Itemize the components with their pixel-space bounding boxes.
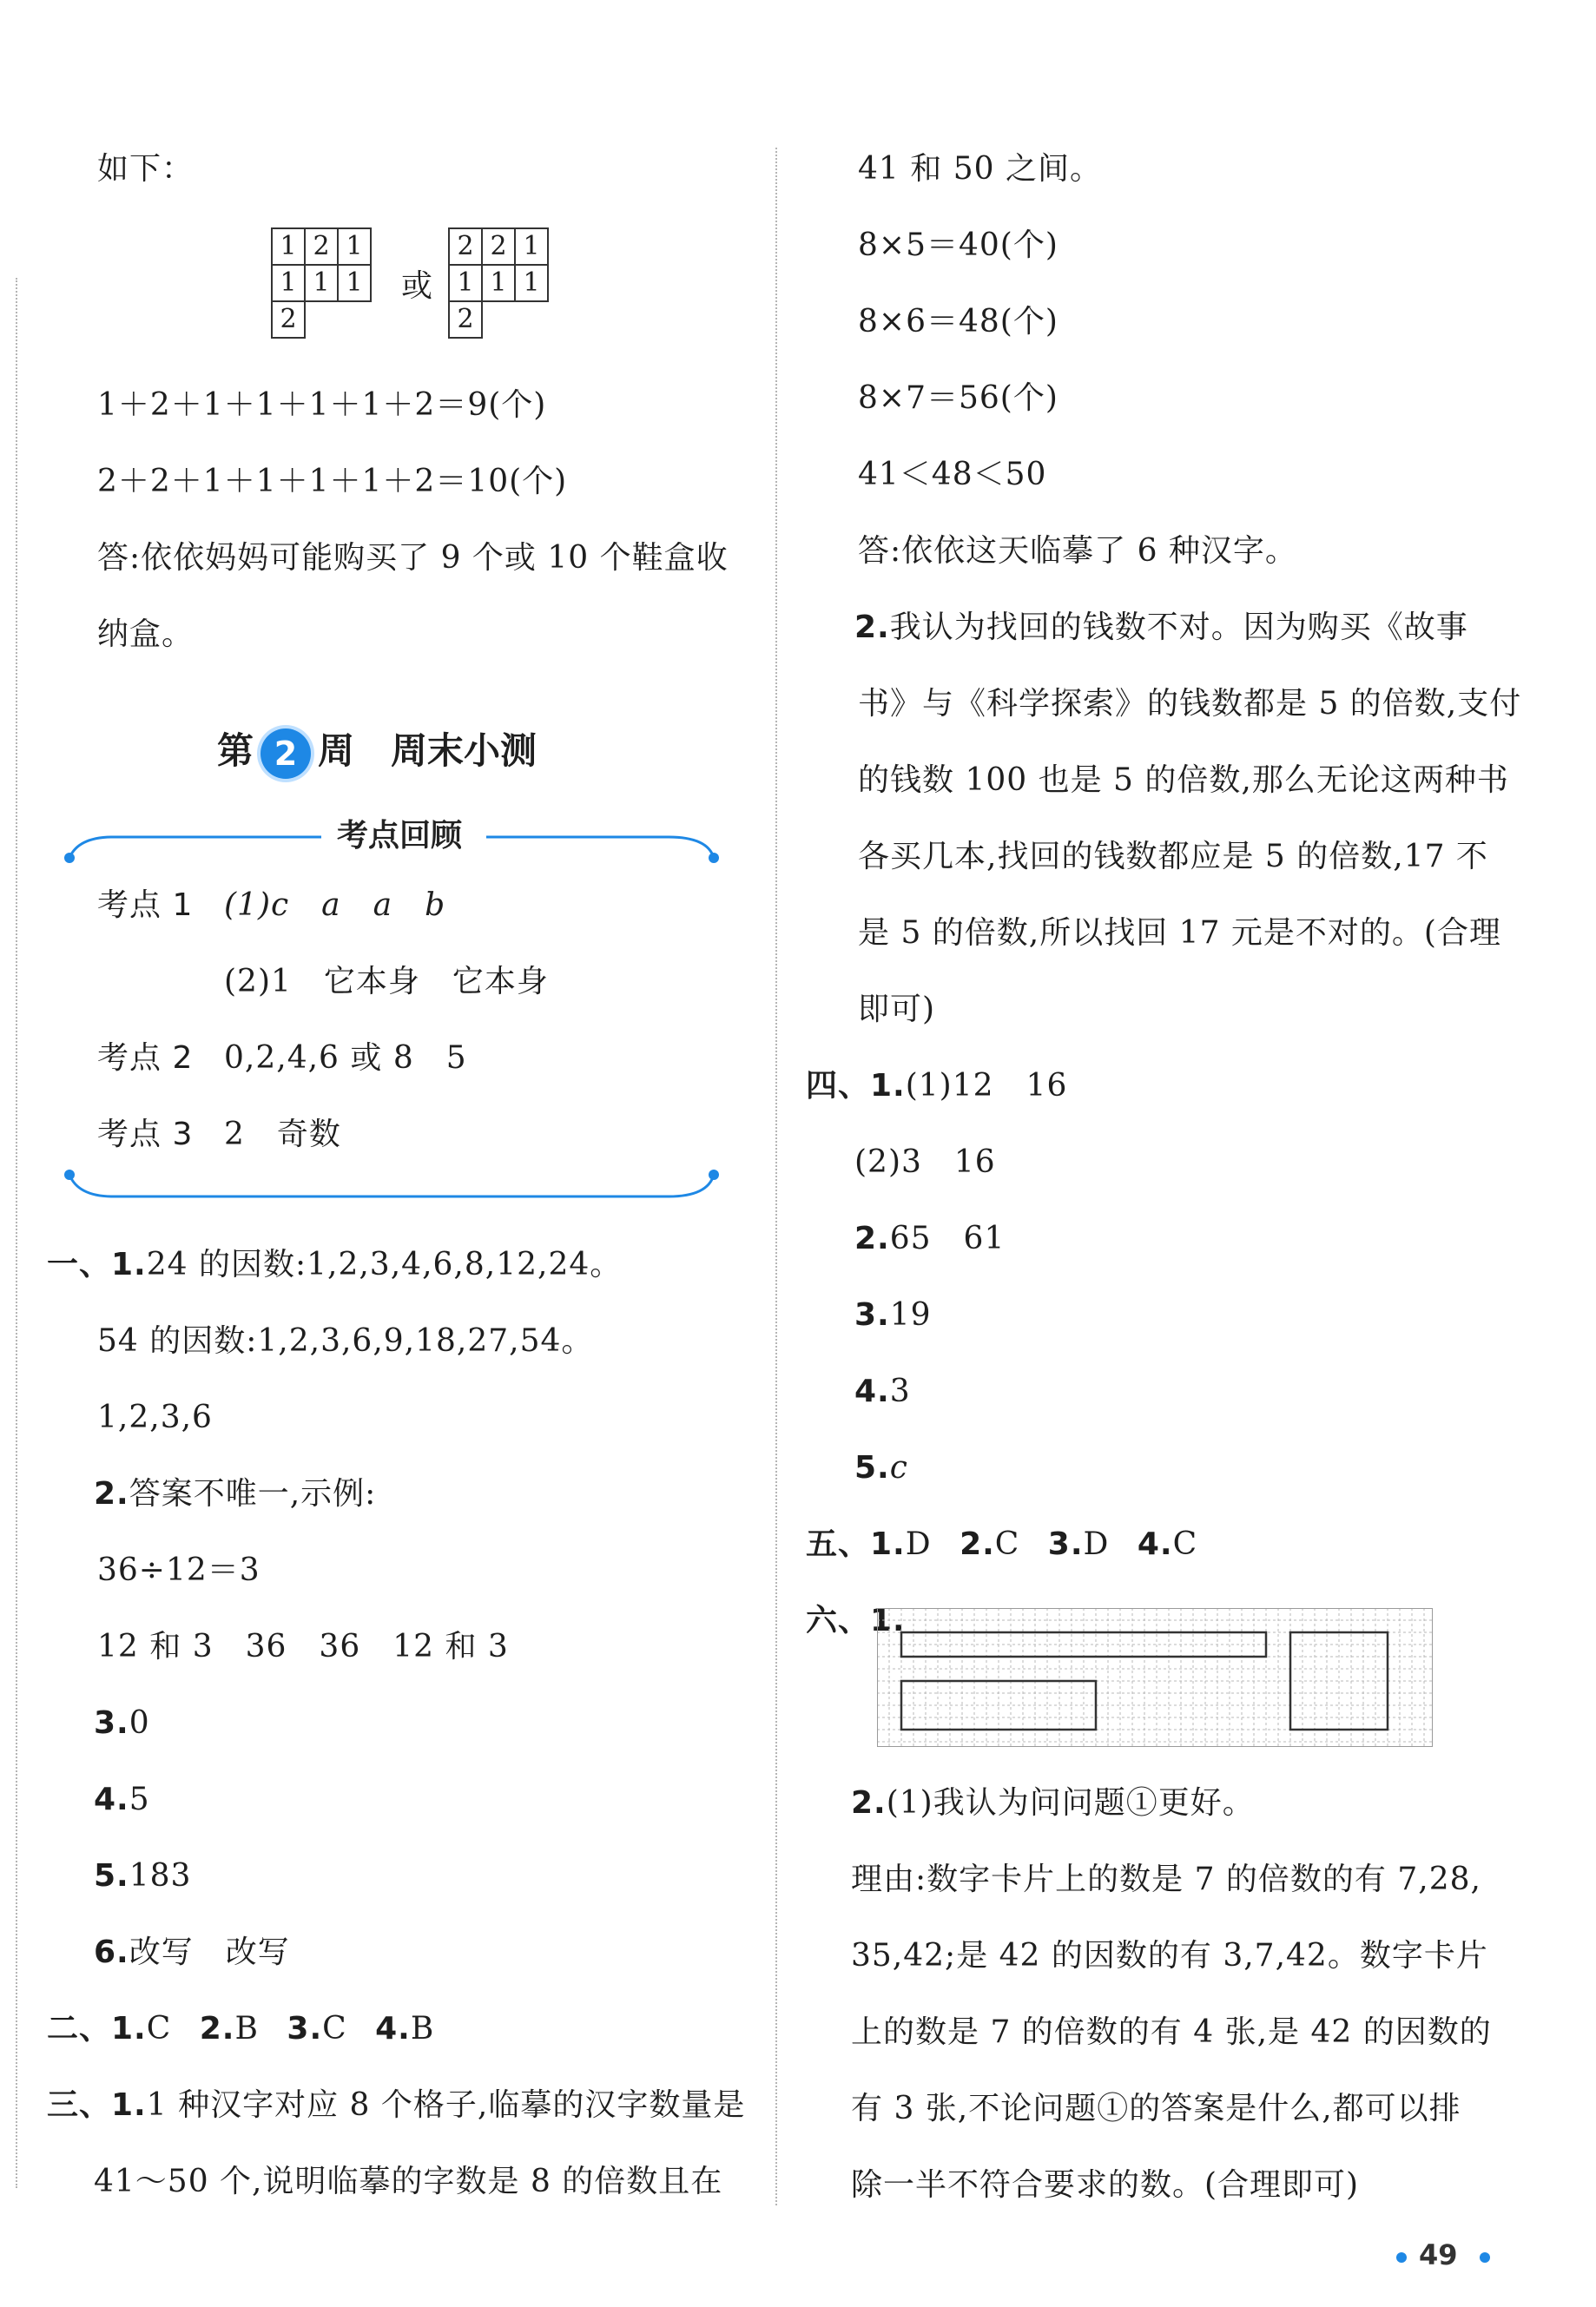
review-title: 考点回顾 xyxy=(336,818,462,854)
s1-q1-b: 54 的因数:1,2,3,6,9,18,27,54。 xyxy=(97,1323,594,1359)
week-number-badge: 2 xyxy=(261,728,311,779)
s3-q1-text: 1 种汉字对应 8 个格子,临摹的汉字数量是 xyxy=(146,2087,746,2123)
page-dot-left xyxy=(1396,2252,1407,2263)
r-line-2: 8×5＝40(个) xyxy=(858,227,1059,263)
s1-q2-num: 2. xyxy=(94,1476,129,1512)
s6-q2-num: 2. xyxy=(851,1785,887,1821)
week-title xyxy=(217,721,537,781)
s5-line xyxy=(806,1523,1197,1566)
s2-n4: 4. xyxy=(375,2011,411,2047)
s4-q1-b: (2)3 16 xyxy=(854,1144,996,1180)
grid1-cell: 1 xyxy=(271,227,306,266)
equation-1: 1＋2＋1＋1＋1＋1＋2＝9(个) xyxy=(97,387,547,423)
s1-q1-text: 24 的因数:1,2,3,4,6,8,12,24。 xyxy=(146,1247,623,1282)
s2-a1: C xyxy=(146,2011,172,2047)
grid1-cell: 1 xyxy=(337,227,372,266)
s4-q2-text: 65 61 xyxy=(889,1221,1006,1256)
page-number: 49 xyxy=(1419,2238,1458,2271)
s1-q3 xyxy=(94,1702,150,1745)
s5-num: 五、1. xyxy=(806,1526,906,1562)
s1-num: 一、1. xyxy=(47,1247,147,1282)
s1-q3-text: 0 xyxy=(129,1705,150,1741)
s1-q6-num: 6. xyxy=(94,1935,129,1970)
s6-line-5: 上的数是 7 的倍数的有 4 张,是 42 的因数的 xyxy=(851,2014,1492,2050)
s2-a3: C xyxy=(322,2011,347,2047)
s4-num: 四、1. xyxy=(806,1068,906,1104)
s1-q2-b: 36÷12＝3 xyxy=(97,1552,261,1588)
s4-q4-num: 4. xyxy=(854,1374,890,1409)
s6-line-4: 35,42;是 42 的因数的有 3,7,42。数字卡片 xyxy=(851,1938,1488,1974)
s1-q4-num: 4. xyxy=(94,1782,129,1817)
grid2-cell: 2 xyxy=(481,227,516,266)
s2-num: 二、1. xyxy=(47,2011,147,2047)
r-line-11: 是 5 的倍数,所以找回 17 元是不对的。(合理 xyxy=(858,915,1501,951)
drawing-grid xyxy=(877,1608,1433,1747)
s4-q4 xyxy=(854,1370,911,1414)
s1-q1-c: 1,2,3,6 xyxy=(97,1400,213,1435)
column-divider xyxy=(775,148,777,2205)
s5-a3: D xyxy=(1083,1526,1110,1562)
s4-q3-text: 19 xyxy=(889,1297,932,1333)
r-line-7 xyxy=(854,606,1468,649)
s4-q1 xyxy=(806,1065,1067,1108)
s5-n2: 2. xyxy=(960,1526,995,1562)
s2-a4: B xyxy=(410,2011,435,2047)
grid1-cell: 1 xyxy=(337,264,372,302)
grid1-cell: 1 xyxy=(304,264,339,302)
kd1-label: 考点 1 xyxy=(97,887,194,923)
s4-q5 xyxy=(854,1447,908,1490)
grid2-cell: 1 xyxy=(481,264,516,302)
s1-q1 xyxy=(47,1243,622,1287)
s1-q2 xyxy=(94,1473,376,1516)
s5-a1: D xyxy=(905,1526,932,1562)
grid2-cell: 1 xyxy=(514,227,549,266)
s5-a2: C xyxy=(994,1526,1020,1562)
grid2-cell: 2 xyxy=(448,300,483,339)
s5-a4: C xyxy=(1172,1526,1198,1562)
grid1-cell: 2 xyxy=(271,300,306,339)
s1-q5-text: 183 xyxy=(129,1858,192,1894)
week-suffix: 周 周末小测 xyxy=(318,729,537,772)
s4-q2 xyxy=(854,1217,1005,1261)
s4-q3 xyxy=(854,1294,932,1337)
r-line-4: 8×7＝56(个) xyxy=(858,380,1059,416)
s6-line-6: 有 3 张,不论问题①的答案是什么,都可以排 xyxy=(851,2091,1461,2126)
grid2-cell: 1 xyxy=(514,264,549,302)
grid1-cell: 2 xyxy=(304,227,339,266)
s6-q2-text: (1)我认为问问题①更好。 xyxy=(886,1785,1255,1821)
s6-line-3: 理由:数字卡片上的数是 7 的倍数的有 7,28, xyxy=(851,1862,1481,1897)
kd2-text: 0,2,4,6 或 8 5 xyxy=(224,1040,467,1076)
r-line-9: 的钱数 100 也是 5 的倍数,那么无论这两种书 xyxy=(858,762,1509,798)
s2-n3: 3. xyxy=(287,2011,323,2047)
kd1-text: (1)c a a b xyxy=(224,887,446,923)
s2-n2: 2. xyxy=(199,2011,235,2047)
s1-q5-num: 5. xyxy=(94,1858,129,1894)
s6-num-label: 六、1. xyxy=(806,1603,906,1638)
kd1-text-2: (2)1 它本身 它本身 xyxy=(224,964,549,999)
intro-text: 如下： xyxy=(97,151,195,187)
left-margin-divider xyxy=(16,278,17,2188)
s6-q2 xyxy=(851,1782,1255,1825)
s4-q5-text: c xyxy=(889,1450,908,1486)
page-dot-right xyxy=(1480,2252,1490,2263)
r-q2-num: 2. xyxy=(854,610,890,645)
s1-q2-c: 12 和 3 36 36 12 和 3 xyxy=(97,1629,509,1664)
grid1-cell: 1 xyxy=(271,264,306,302)
r-line-6: 答:依依这天临摹了 6 种汉字。 xyxy=(858,533,1297,569)
week-prefix: 第 xyxy=(217,729,254,772)
answer-line-1: 答:依依妈妈可能购买了 9 个或 10 个鞋盒收 xyxy=(97,540,729,576)
s1-q4 xyxy=(94,1778,150,1822)
answer-line-2: 纳盒。 xyxy=(97,616,195,652)
s1-q3-num: 3. xyxy=(94,1705,129,1741)
r-line-1: 41 和 50 之间。 xyxy=(858,151,1102,187)
s4-q1-text: (1)12 16 xyxy=(905,1068,1068,1104)
s1-q2-text: 答案不唯一,示例: xyxy=(129,1476,377,1512)
s1-q5 xyxy=(94,1855,191,1898)
s3-q1 xyxy=(47,2084,745,2127)
kd3-label: 考点 3 xyxy=(97,1117,194,1152)
equation-2: 2＋2＋1＋1＋1＋1＋2＝10(个) xyxy=(97,464,568,499)
s4-q3-num: 3. xyxy=(854,1297,890,1333)
r-line-10: 各买几本,找回的钱数都应是 5 的倍数,17 不 xyxy=(858,839,1488,874)
s1-q4-text: 5 xyxy=(129,1782,150,1817)
grid2-cell: 2 xyxy=(448,227,483,266)
s1-q6 xyxy=(94,1931,290,1974)
s4-q2-num: 2. xyxy=(854,1221,890,1256)
s4-q5-num: 5. xyxy=(854,1450,890,1486)
s5-n4: 4. xyxy=(1137,1526,1173,1562)
s3-num: 三、1. xyxy=(47,2087,147,2123)
s2-line xyxy=(47,2007,434,2051)
s6-line-7: 除一半不符合要求的数。(合理即可) xyxy=(851,2167,1360,2203)
s3-q1-b: 41～50 个,说明临摹的字数是 8 的倍数且在 xyxy=(94,2164,723,2199)
s5-n3: 3. xyxy=(1047,1526,1084,1562)
grid2-cell: 1 xyxy=(448,264,483,302)
s1-q6-text: 改写 改写 xyxy=(129,1935,290,1970)
r-line-8: 书》与《科学探索》的钱数都是 5 的倍数,支付 xyxy=(858,686,1522,722)
r-line-3: 8×6＝48(个) xyxy=(858,304,1059,339)
r-line-5: 41＜48＜50 xyxy=(858,457,1047,492)
s4-q4-text: 3 xyxy=(889,1374,911,1409)
r-line-12: 即可) xyxy=(858,992,936,1027)
or-word: 或 xyxy=(401,268,433,304)
s2-a2: B xyxy=(234,2011,259,2047)
kd3-text: 2 奇数 xyxy=(224,1117,341,1152)
kd2-label: 考点 2 xyxy=(97,1040,194,1076)
r-q2-text: 我认为找回的钱数不对。因为购买《故事 xyxy=(889,610,1468,645)
